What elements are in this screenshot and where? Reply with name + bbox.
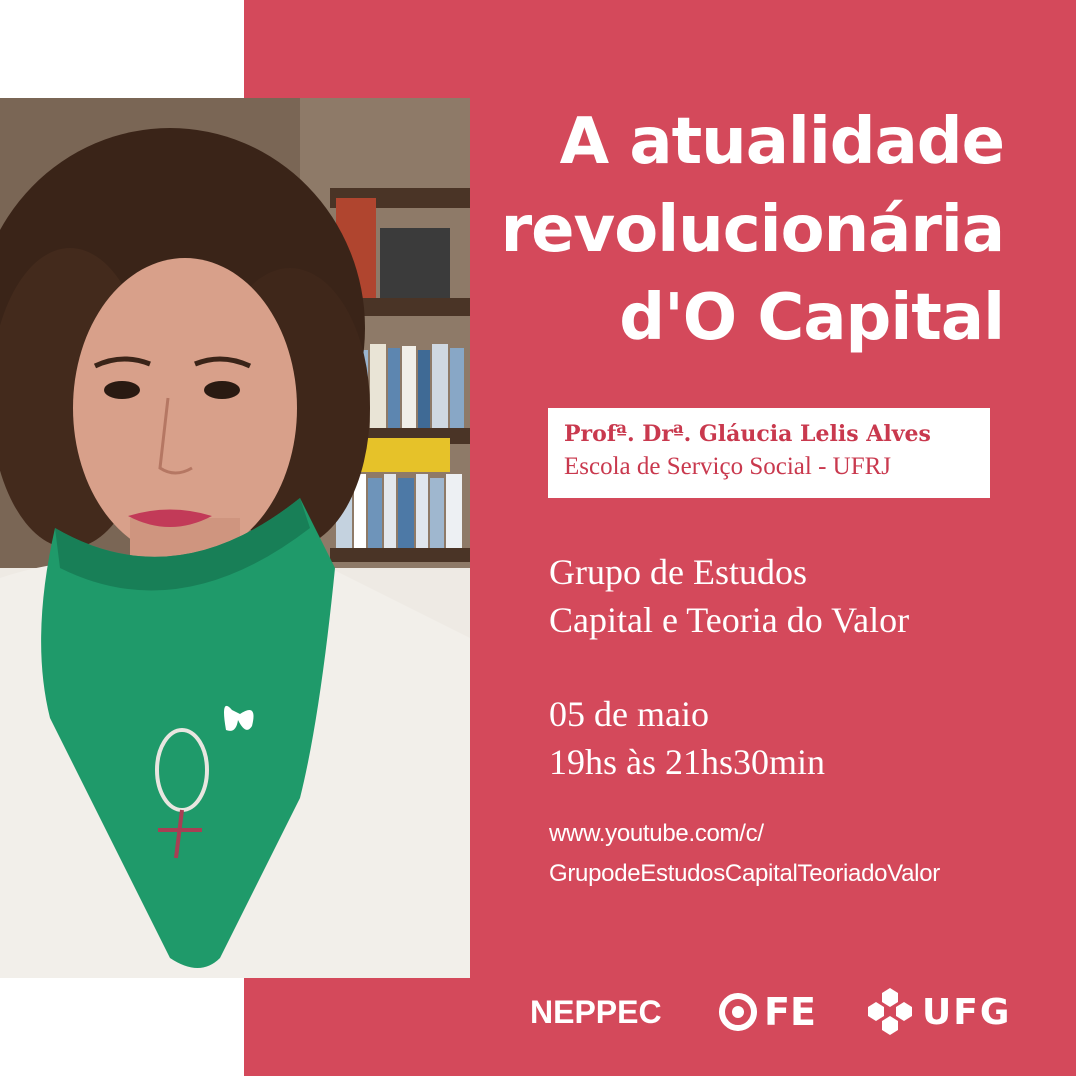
- speaker-name: Profª. Drª. Gláucia Lelis Alves: [564, 421, 931, 447]
- group-line-2: Capital e Teoria do Valor: [549, 600, 910, 640]
- ufg-logo: [864, 986, 1011, 1038]
- speaker-institution: Escola de Serviço Social - UFRJ: [564, 453, 892, 480]
- fe-logo: [716, 988, 816, 1036]
- fe-swirl-icon: [716, 990, 760, 1034]
- title-line-2: revolucionária: [500, 193, 1004, 267]
- title-line-3: d'O Capital: [619, 281, 1004, 355]
- url-line-1: www.youtube.com/c/: [549, 820, 764, 847]
- ufg-logo-text: UFG: [922, 991, 1012, 1033]
- group-line-1: Grupo de Estudos: [549, 552, 807, 592]
- title-line-1: A atualidade: [559, 105, 1004, 179]
- ufg-hexagon-cluster-icon: [864, 986, 916, 1038]
- fe-logo-text: FE: [764, 990, 816, 1034]
- url-line-2: GrupodeEstudosCapitalTeoriadoValor: [549, 860, 940, 887]
- event-date: 05 de maio: [549, 694, 709, 734]
- event-title: [384, 98, 1004, 362]
- event-time: 19hs às 21hs30min: [549, 742, 826, 782]
- speaker-info-box: [548, 408, 990, 498]
- event-datetime: [549, 690, 825, 786]
- study-group-name: [549, 548, 909, 644]
- youtube-link[interactable]: [549, 814, 940, 894]
- neppec-logo: NEPPEC: [530, 994, 662, 1030]
